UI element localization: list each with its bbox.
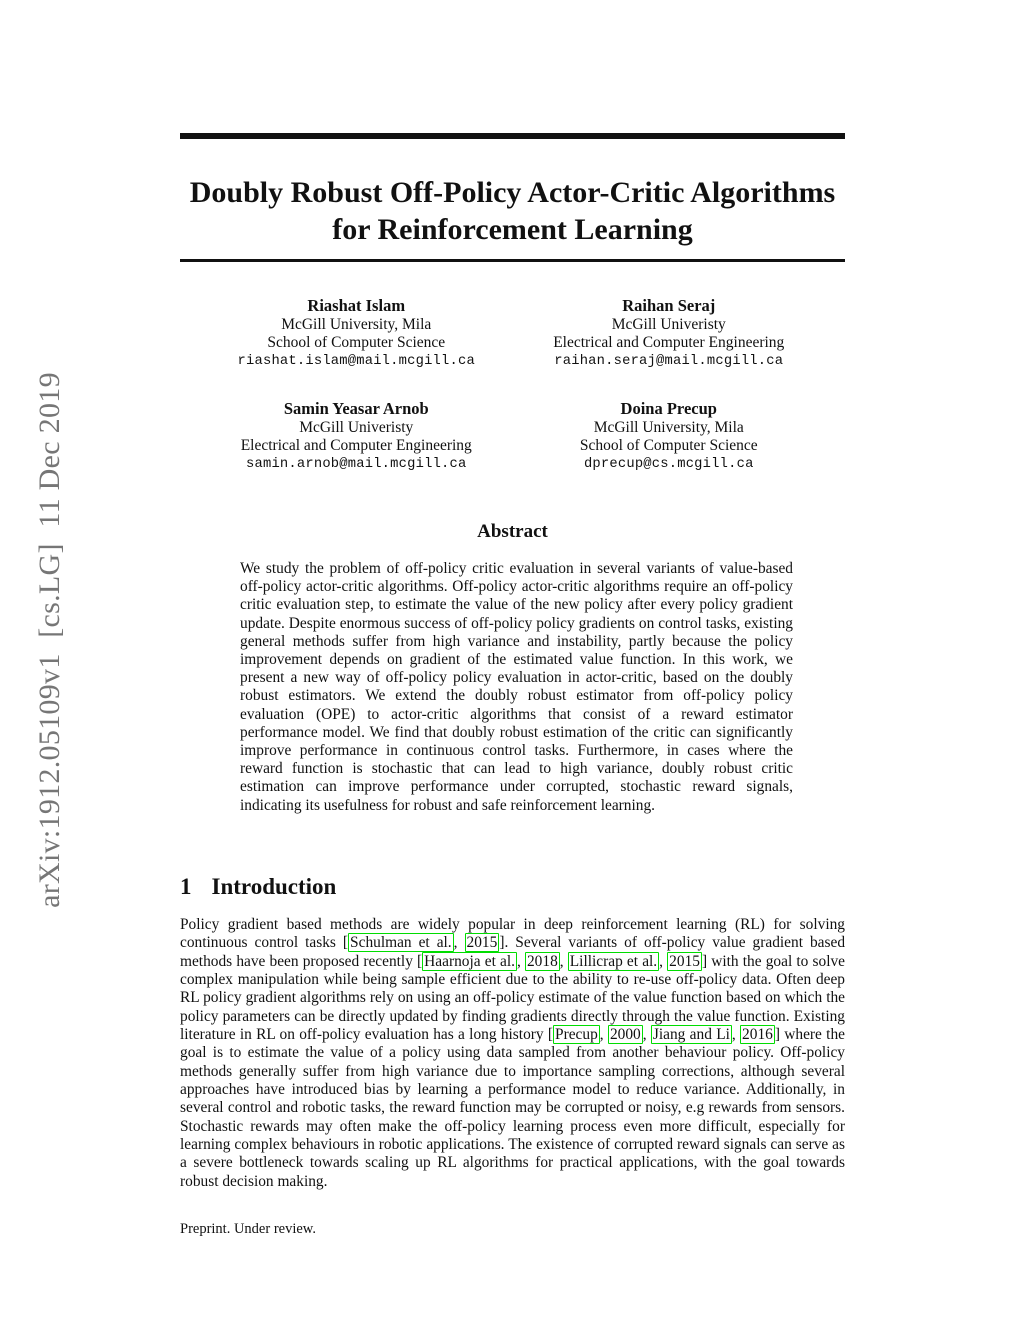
- paper-title: [180, 174, 845, 248]
- citation-link[interactable]: 2000: [609, 1026, 641, 1044]
- author-email: dprecup@cs.mcgill.ca: [583, 456, 754, 472]
- introduction-paragraph: Policy gradient based methods are widely popular in deep reinforcement learning (RL) for solving continuous control tasks [ Schulman et al. , 2015 ]. Several variants of off-policy value gradient based methods have been proposed recently [ Haarnoja et al. , 2018 , Lillicrap et al. , 2015 ] with the goal to solve complex manipulation while being sample efficient due to the ability to re-use off-policy data. Often deep RL policy gradient algorithms rely on using an off-policy estimate of the value function based on which the policy parameters can be directly updated by finding gradients directly through the value function. Existing literature in RL on off-policy evaluation has a long history [ Precup , 2000 , Jiang and Li , 2016 ] where the goal is to estimate the value of a policy using data sampled from another behaviour policy. Off-policy methods generally suffer from high variance due to importance sampling corrections, although several approaches have introduced bias by learning a performance model to reduce variance. Additionally, in several control and robotic tasks, the reward function may be corrupted or noisy, e.g rewards from sensors. Stochastic rewards may often make the off-policy learning process even more difficult, especially for learning complex behaviours in robotic applications. The existence of corrupted reward signals can serve as a severe bottleneck towards scaling up RL algorithms for practical applications, with the goal towards robust decision making.: [180, 916, 846, 1190]
- author-card: [513, 400, 826, 474]
- section-title: Introduction: [211, 874, 337, 899]
- author-email: riashat.islam@mail.mcgill.ca: [237, 353, 475, 369]
- author-affiliation: School of Computer Science: [579, 437, 758, 454]
- footer-note: Preprint. Under review.: [180, 1221, 316, 1237]
- paper-title-line1: Doubly Robust Off-Policy Actor-Critic Algorithms: [189, 176, 836, 209]
- abstract-text: We study the problem of off-policy critic evaluation in several variants of value-based off-policy actor-critic algorithms. Off-policy actor-critic algorithms require an off-policy critic evaluation step, to estimate the value of the new policy after every policy gradient update. Despite enormous success of off-policy policy gradients on control tasks, existing general methods suffer from high variance and instability, partly because the policy improvement depends on gradient of the estimated value function. In this work, we present a new way of off-policy policy evaluation in actor-critic, based on the doubly robust estimators. We extend the doubly robust estimator from off-policy policy evaluation (OPE) to actor-critic algorithms that consist of a reward estimator performance model. We find that doubly robust estimation of the critic can significantly improve performance in continuous control tasks. Furthermore, in cases where the reward function is stochastic that can lead to high variance, doubly robust critic estimation can improve performance under corrupted, stochastic reward signals, indicating its usefulness for robust and safe reinforcement learning.: [240, 560, 793, 814]
- citation-link[interactable]: 2015: [669, 952, 700, 970]
- author-affiliation: Electrical and Computer Engineering: [553, 334, 785, 351]
- title-rule-bottom: [180, 259, 845, 262]
- citation-link[interactable]: 2016: [742, 1026, 773, 1044]
- author-name: Samin Yeasar Arnob: [283, 399, 429, 418]
- author-affiliation: Electrical and Computer Engineering: [240, 437, 472, 454]
- author-name: Doina Precup: [620, 399, 717, 418]
- paper-title-line2: for Reinforcement Learning: [332, 213, 693, 246]
- author-affiliation: School of Computer Science: [267, 334, 446, 351]
- author-block: [200, 297, 825, 474]
- arxiv-watermark: arXiv:1912.05109v1 [cs.LG] 11 Dec 2019: [33, 372, 66, 908]
- author-email: samin.arnob@mail.mcgill.ca: [246, 456, 467, 472]
- citation-link[interactable]: 2018: [526, 952, 558, 970]
- citation-link[interactable]: Jiang and Li: [652, 1026, 730, 1044]
- section-number: 1: [180, 874, 192, 899]
- citation-link[interactable]: Haarnoja et al.: [424, 952, 515, 970]
- citation-link[interactable]: 2015: [466, 934, 498, 952]
- citation-link[interactable]: Schulman et al.: [350, 934, 452, 952]
- author-email: raihan.seraj@mail.mcgill.ca: [554, 353, 784, 369]
- abstract-heading: Abstract: [477, 521, 548, 542]
- section-heading-introduction: [180, 873, 845, 901]
- author-affiliation: McGill Univeristy: [611, 315, 726, 333]
- author-card: [200, 400, 513, 474]
- citation-link[interactable]: Lillicrap et al.: [569, 952, 658, 970]
- author-card: [200, 297, 513, 371]
- author-name: Riashat Islam: [307, 296, 406, 315]
- author-name: Raihan Seraj: [622, 296, 716, 315]
- author-card: [513, 297, 826, 371]
- title-rule-top: [180, 133, 845, 139]
- author-affiliation: McGill University, Mila: [281, 315, 432, 333]
- author-affiliation: McGill University, Mila: [593, 418, 744, 436]
- citation-link[interactable]: Precup: [555, 1026, 598, 1044]
- author-affiliation: McGill Univeristy: [299, 418, 414, 436]
